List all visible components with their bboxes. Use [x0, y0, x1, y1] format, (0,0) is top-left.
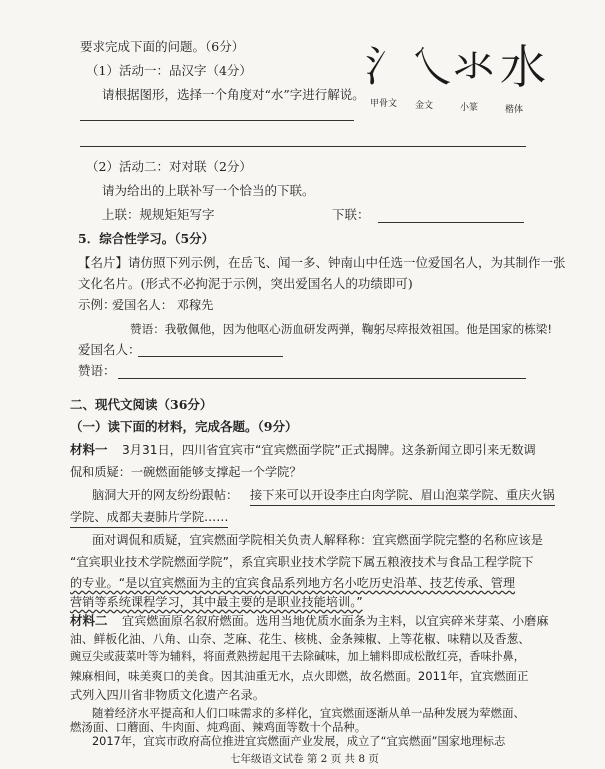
reading-part-1-title: （一）读下面的材料，完成各题。（9分）	[70, 419, 298, 434]
glyph-bronze: 乀	[410, 42, 453, 91]
praise-blank	[118, 378, 526, 379]
glyph-oracle: 氵	[365, 42, 408, 91]
patriot-name-label: 爱国名人：	[78, 342, 141, 357]
activity-1-title: （1）活动一：品汉字（4分）	[86, 63, 252, 78]
praise-label: 赞语：	[78, 363, 116, 378]
material-2-line-3: 豌豆尖或菠菜叶等为辅料，将面煮熟捞起甩干去除碱味，加上辅料即成松散红亮，香味扑鼻，	[70, 650, 525, 663]
material-2-label: 材料二	[70, 613, 108, 628]
material-1-label: 材料一	[70, 442, 108, 457]
material-1-line-2: 侃和质疑：一碗燃面能够支撑起一个学院？	[70, 465, 302, 479]
glyph-seal: 氺	[453, 42, 496, 91]
example-praise: 赞语：我敬佩他，因为他呕心沥血研发两弹，鞠躬尽瘁报效祖国。他是国家的栋梁!	[130, 322, 553, 336]
q5-prompt-line-2: 文化名片。(形式不必拘泥于示例，突出爱国名人的功绩即可)	[78, 276, 413, 291]
glyph-label-seal: 小篆	[460, 103, 479, 113]
material-2-line-8: 2017年，宜宾市政府高位推进宜宾燃面产业发展，成立了“宜宾燃面”国家地理标志	[92, 735, 506, 748]
glyph-label-bronze: 金文	[415, 101, 434, 111]
couplet-upper: 上联：规规矩矩写字	[102, 207, 215, 222]
q5-prompt-line-1: 【名片】请仿照下列示例，在岳飞、闻一多、钟南山中任选一位爱国名人，为其制作一张	[78, 255, 566, 270]
material-2-line-1: 宜宾燃面原名叙府燃面。选用当地优质水面条为主料，以宜宾碎米芽菜、小磨麻	[122, 614, 549, 628]
question-intro: 要求完成下面的问题。（6分）	[80, 39, 245, 54]
material-1-line-3b: 接下来可以开设李庄白肉学院、眉山泡菜学院、重庆火锅	[250, 486, 555, 506]
material-1-line-4: 学院、成都夫妻肺片学院……	[70, 508, 228, 528]
material-2-line-2: 油、鲜板化油、八角、山奈、芝麻、花生、核桃、金条辣椒、上等花椒、味精以及香葱、	[70, 632, 531, 646]
material-2-line-7: 燃汤面、口蘑面、牛肉面、炖鸡面、辣鸡面等数十个品种。	[70, 720, 367, 734]
material-1-line-3a: 脑洞大开的网友纷纷跟帖：	[92, 488, 239, 502]
answer-line-2	[80, 146, 526, 147]
glyph-label-regular: 楷体	[505, 105, 524, 115]
couplet-lower-blank	[378, 222, 524, 223]
activity-2-instruction: 请为给出的上联补写一个恰当的下联。	[102, 183, 315, 198]
example-label: 示例：	[78, 297, 116, 312]
q5-title: 5．综合性学习。（5分）	[78, 231, 215, 246]
material-1-line-7: 的专业。“是以宜宾燃面为主的宜宾食品系列地方名小吃历史沿革、技艺传承、管理	[70, 576, 516, 590]
glyph-label-oracle: 甲骨文	[370, 99, 398, 109]
page-footer: 七年级语文试卷 第 2 页 共 8 页	[230, 753, 379, 765]
material-2-line-5: 式列入四川省非物质文化遗产名录。	[70, 688, 265, 702]
material-2-line-4: 辣麻相间，味美爽口的美食。因其油重无水，点火即燃，故名燃面。2011年，宜宾燃面正	[70, 669, 529, 683]
activity-1-instruction: 请根据图形，选择一个角度对“水”字进行解说。	[102, 87, 365, 102]
material-1-line-8: 营销等系统课程学习，其中最主要的是职业技能培训。”	[70, 595, 363, 609]
example-name: 爱国名人： 邓稼先	[112, 298, 214, 312]
section-2-title: 二、现代文阅读（36分）	[70, 397, 213, 412]
material-1-line-5: 面对调侃和质疑，宜宾燃面学院相关负责人解释称：宜宾燃面学院完整的名称应该是	[92, 533, 543, 547]
material-1-line-6: “宜宾职业技术学院燃面学院”，系宜宾职业技术学院下属五粮液技术与食品工程学院下	[70, 555, 534, 569]
material-1-line-1: 3月31日，四川省宜宾市“宜宾燃面学院”正式揭牌。这条新闻立即引来无数调	[122, 443, 536, 457]
couplet-lower-label: 下联：	[332, 207, 370, 222]
material-2-line-6: 随着经济水平提高和人们口味需求的多样化，宜宾燃面逐渐从单一品种发展为荤燃面、	[92, 706, 525, 720]
activity-2-title: （2）活动二：对对联（2分）	[86, 159, 252, 174]
glyph-regular: 水	[500, 40, 546, 94]
answer-line-1	[80, 120, 354, 121]
patriot-name-blank	[138, 356, 283, 357]
